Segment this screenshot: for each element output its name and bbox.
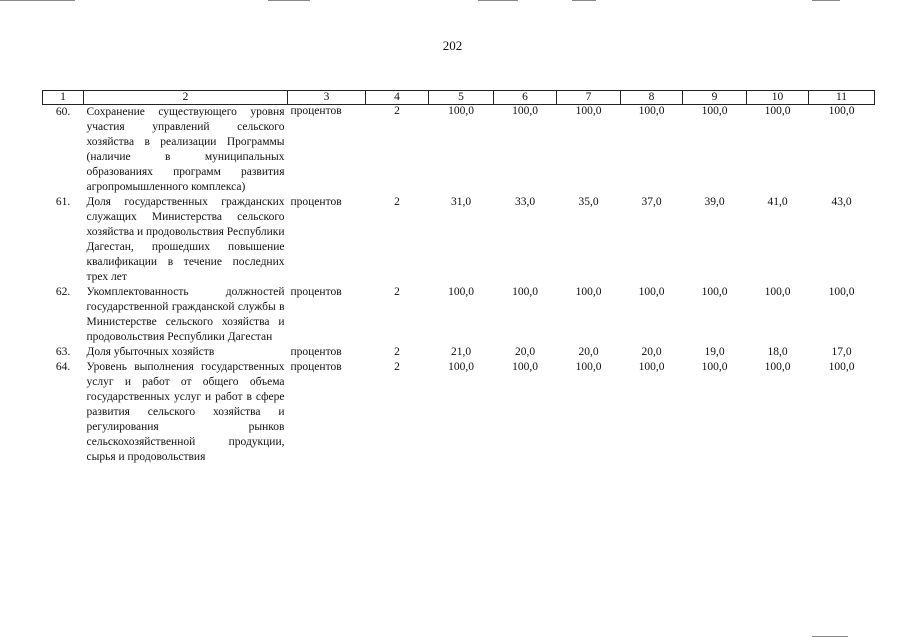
- value-cell: 100,0: [701, 105, 728, 117]
- row-number: 60.: [55, 106, 71, 118]
- column-header: 1: [43, 91, 84, 105]
- value-cell: 35,0: [578, 196, 599, 208]
- value-cell: 100,0: [701, 361, 728, 373]
- value-cell: 100,0: [638, 105, 665, 117]
- value-cell: 100,0: [512, 286, 538, 298]
- column-header: 5: [429, 91, 494, 105]
- indicator-name: Укомплектованность должностей государственной гражданской службы в Министерстве сельского хозяйства и продовольствия Республики Дагестан: [86, 286, 285, 343]
- unit-cell: процентов: [290, 286, 342, 298]
- value-cell: 100,0: [828, 105, 855, 117]
- row-number: 63.: [55, 346, 71, 358]
- table-row: [43, 105, 875, 196]
- page-number: 202: [442, 38, 463, 53]
- value-cell: 100,0: [828, 286, 855, 298]
- value-cell: 39,0: [704, 196, 725, 208]
- column-header: 4: [366, 91, 429, 105]
- value-cell: 100,0: [512, 361, 538, 373]
- value-cell: 100,0: [448, 361, 474, 373]
- value-cell: 100,0: [575, 286, 602, 298]
- value-cell: 20,0: [641, 346, 662, 358]
- value-cell: 100,0: [701, 286, 728, 298]
- value-cell: 21,0: [450, 346, 472, 358]
- unit-cell: процентов: [290, 346, 342, 358]
- indicator-name: Уровень выполнения государственных услуг и работ от общего объема государственных услуг и работ в сфере развития сельского хозяйства и регулирования рынков сельскохозяйственной продукции, сырья и продовольствия: [86, 361, 285, 463]
- value-cell: 19,0: [704, 346, 725, 358]
- column-4-cell: 2: [394, 286, 400, 298]
- value-cell: 20,0: [578, 346, 599, 358]
- unit-cell: процентов: [290, 105, 342, 117]
- row-number: 61.: [55, 196, 71, 208]
- value-cell: 100,0: [512, 105, 538, 117]
- unit-cell: процентов: [290, 361, 342, 373]
- value-cell: 43,0: [831, 196, 852, 208]
- scan-artifact-line: [812, 636, 848, 637]
- column-header: 11: [809, 91, 875, 105]
- value-cell: 100,0: [638, 361, 665, 373]
- scan-artifact-line: [812, 0, 840, 1]
- value-cell: 100,0: [575, 105, 602, 117]
- value-cell: 100,0: [448, 105, 474, 117]
- value-cell: 100,0: [764, 286, 791, 298]
- value-cell: 100,0: [638, 286, 665, 298]
- value-cell: 31,0: [450, 196, 472, 208]
- table-row: [43, 345, 875, 360]
- indicator-name: Доля государственных гражданских служащих Министерства сельского хозяйства и продовольствия Республики Дагестан, прошедших повышение квалификации в течение последних трех лет: [86, 196, 285, 283]
- indicator-name: Сохранение существующего уровня участия управлений сельского хозяйства в реализации Программы (наличие в муниципальных образованиях программ развития агропромышленного комплекса): [86, 106, 285, 193]
- table-header-row: [43, 91, 875, 105]
- value-cell: 100,0: [575, 361, 602, 373]
- value-cell: 17,0: [831, 346, 852, 358]
- column-4-cell: 2: [394, 196, 400, 208]
- value-cell: 100,0: [828, 361, 855, 373]
- column-header: 3: [288, 91, 366, 105]
- value-cell: 100,0: [764, 105, 791, 117]
- column-header: 10: [747, 91, 809, 105]
- scan-artifact-line: [268, 0, 310, 1]
- column-header: 9: [683, 91, 747, 105]
- column-4-cell: 2: [394, 361, 400, 373]
- unit-cell: процентов: [290, 196, 342, 208]
- column-header: 2: [84, 91, 288, 105]
- column-header: 6: [494, 91, 557, 105]
- column-4-cell: 2: [394, 346, 400, 358]
- column-header: 8: [621, 91, 683, 105]
- value-cell: 18,0: [767, 346, 788, 358]
- column-4-cell: 2: [394, 105, 400, 117]
- value-cell: 33,0: [514, 196, 536, 208]
- row-number: 62.: [55, 286, 71, 298]
- value-cell: 37,0: [641, 196, 662, 208]
- scan-artifact-line: [478, 0, 518, 1]
- table-row: [43, 360, 875, 465]
- value-cell: 100,0: [448, 286, 474, 298]
- scan-artifact-line: [572, 0, 596, 1]
- table-row: [43, 285, 875, 345]
- table-row: [43, 195, 875, 285]
- value-cell: 20,0: [514, 346, 536, 358]
- indicator-name: Доля убыточных хозяйств: [86, 346, 215, 358]
- value-cell: 41,0: [767, 196, 788, 208]
- indicator-table: [42, 90, 875, 465]
- scan-artifact-line: [0, 0, 75, 1]
- column-header: 7: [557, 91, 621, 105]
- value-cell: 100,0: [764, 361, 791, 373]
- row-number: 64.: [55, 361, 71, 373]
